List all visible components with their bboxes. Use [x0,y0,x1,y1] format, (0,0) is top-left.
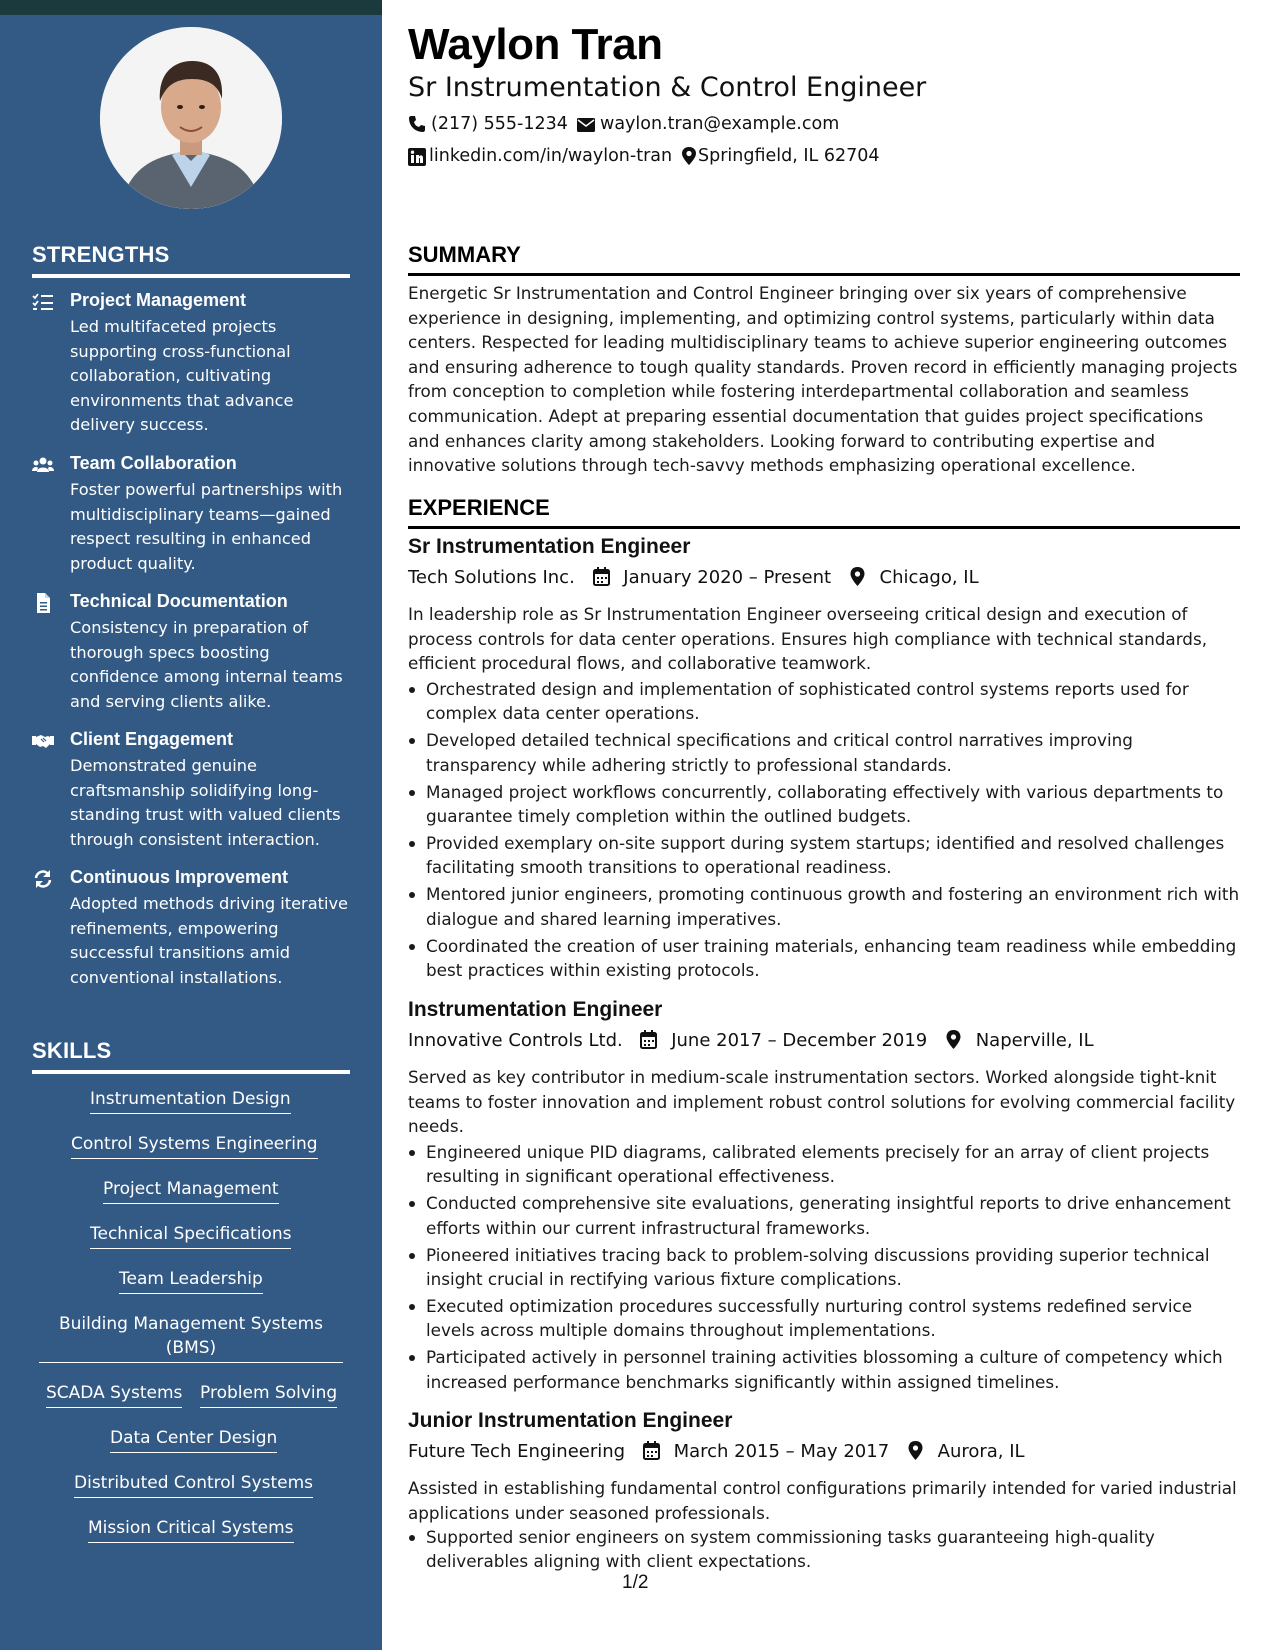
location-pin-icon [945,1030,962,1049]
calendar-icon [643,1441,660,1460]
sidebar-top-bar [0,0,382,15]
candidate-role: Sr Instrumentation & Control Engineer [408,72,927,103]
phone-number: (217) 555-1234 [431,114,568,134]
location: Springfield, IL 62704 [698,146,880,166]
list-item: Participated actively in personnel training activities blossoming a culture of competency which increased performance benchmarks significantly within assigned timelines. [408,1345,1240,1394]
job-dates: January 2020 – Present [623,567,832,588]
email-address[interactable]: waylon.tran@example.com [600,114,840,134]
skill-tag: Instrumentation Design [90,1087,291,1114]
company-name: Tech Solutions Inc. [408,567,575,588]
job-meta [408,1441,1025,1462]
job-location: Aurora, IL [937,1441,1025,1462]
job-description: In leadership role as Sr Instrumentation Engineer overseeing critical design and execution of process controls for data center operations. Ensures high compliance with technical standards, efficient procedural flows, and collaborative teamwork. [408,604,1208,674]
document-icon [32,593,54,613]
page-number: 1/2 [622,1572,649,1593]
list-item: Coordinated the creation of user training materials, enhancing team readiness while embedding best practices within existing protocols. [408,934,1240,983]
calendar-icon [593,567,610,586]
summary-heading: SUMMARY [408,242,1240,276]
job-dates: June 2017 – December 2019 [671,1030,928,1051]
job-bullets [408,1525,1240,1576]
company-name: Innovative Controls Ltd. [408,1030,623,1051]
job-bullets [408,1140,1240,1397]
job-bullets [408,677,1240,985]
skill-tag: Technical Specifications [90,1222,291,1249]
job-title: Instrumentation Engineer [408,998,663,1021]
list-item: Managed project workflows concurrently, collaborating effectively with various departments to guarantee timely completion within the outlined budgets. [408,780,1240,829]
list-item: Pioneered initiatives tracing back to problem-solving discussions providing superior technical insight crucial in rectifying various fixture complications. [408,1243,1240,1292]
strength-title: Client Engagement [70,729,234,749]
skill-tag: Control Systems Engineering [71,1132,318,1159]
linkedin-url[interactable]: linkedin.com/in/waylon-tran [429,146,673,166]
linkedin-icon [408,148,426,166]
strength-description: Demonstrated genuine craftsmanship solidifying long-standing trust with valued clients through consistent interaction. [70,756,341,849]
list-item: Provided exemplary on-site support during system startups; identified and resolved challenges facilitating smooth transitions to operational readiness. [408,831,1240,880]
strength-title: Team Collaboration [70,453,237,473]
job-location: Naperville, IL [975,1030,1094,1051]
job-title: Junior Instrumentation Engineer [408,1409,733,1432]
sidebar [0,0,382,1650]
refresh-icon [32,869,54,889]
location-pin-icon [907,1441,924,1460]
job-description: Served as key contributor in medium-scale instrumentation sectors. Worked alongside tight-knit teams to foster innovation and implement robust control solutions for evolving commercial facility needs. [408,1067,1236,1137]
strength-title: Continuous Improvement [70,867,289,887]
summary-text: Energetic Sr Instrumentation and Control Engineer bringing over six years of comprehensive experience in designing, implementing, and optimizing control systems, particularly within data centers. Respected for leading multidisciplinary teams to achieve superior engineering outcomes and ensuring adherence to tough quality standards. Proven record in efficiently managing projects from conception to completion while fostering interdepartmental collaboration and seamless communication. Adept at preparing essential documentation that guides project specifications and enhances clarity among stakeholders. Looking forward to contributing expertise and innovative solutions through tech-savvy methods emphasizing operational excellence. [408,283,1238,476]
strength-title: Technical Documentation [70,591,288,611]
strength-description: Adopted methods driving iterative refinements, empowering successful transitions amid conventional installations. [70,894,349,987]
avatar [100,27,282,209]
skill-tag: Mission Critical Systems [88,1516,294,1543]
list-item: Developed detailed technical specifications and critical control narratives improving transparency while adhering strictly to professional standards. [408,728,1240,777]
job-meta [408,1030,1094,1051]
skill-tag: Distributed Control Systems [74,1471,313,1498]
list-item: Orchestrated design and implementation of sophisticated control systems reports used for complex data center operations. [408,677,1240,726]
candidate-name: Waylon Tran [408,20,663,69]
location-pin-icon [849,567,866,586]
list-item: Executed optimization procedures successfully nurturing control systems redefined service levels across multiple domains throughout implementations. [408,1294,1240,1343]
job-location: Chicago, IL [879,567,979,588]
job-description: Assisted in establishing fundamental control configurations primarily intended for varied industrial applications under seasoned professionals. [408,1478,1237,1523]
skill-tag: Team Leadership [119,1267,263,1294]
experience-heading: EXPERIENCE [408,495,1240,529]
envelope-icon [577,116,595,134]
location-pin-icon [680,147,698,165]
list-item: Mentored junior engineers, promoting continuous growth and fostering an environment rich with dialogue and shared learning imperatives. [408,882,1240,931]
strength-description: Foster powerful partnerships with multidisciplinary teams—gained respect resulting in enhanced product quality. [70,480,343,573]
strengths-heading: STRENGTHS [32,242,350,278]
job-meta [408,567,979,588]
strength-description: Led multifaceted projects supporting cross-functional collaboration, cultivating environments that advance delivery success. [70,317,294,434]
skill-tag: Data Center Design [110,1426,277,1453]
list-item: Supported senior engineers on system commissioning tasks guaranteeing high-quality deliverables aligning with client expectations. [408,1525,1240,1574]
skill-tag: Building Management Systems (BMS) [39,1312,343,1363]
list-item: Engineered unique PID diagrams, calibrated elements precisely for an array of client projects resulting in significant operational effectiveness. [408,1140,1240,1189]
handshake-icon [32,731,54,751]
skills-heading: SKILLS [32,1038,350,1074]
users-icon [32,455,54,475]
skill-tag: Problem Solving [200,1381,337,1408]
job-title: Sr Instrumentation Engineer [408,535,691,558]
skill-tag: SCADA Systems [46,1381,182,1408]
calendar-icon [640,1030,657,1049]
list-item: Conducted comprehensive site evaluations, generating insightful reports to drive enhancement efforts within our current infrastructural frameworks. [408,1191,1240,1240]
company-name: Future Tech Engineering [408,1441,626,1462]
list-check-icon [32,292,54,312]
phone-icon [408,115,426,133]
job-dates: March 2015 – May 2017 [673,1441,890,1462]
skill-tag: Project Management [103,1177,279,1204]
strength-description: Consistency in preparation of thorough specs boosting confidence among internal teams and serving clients alike. [70,618,343,711]
strength-title: Project Management [70,290,247,310]
